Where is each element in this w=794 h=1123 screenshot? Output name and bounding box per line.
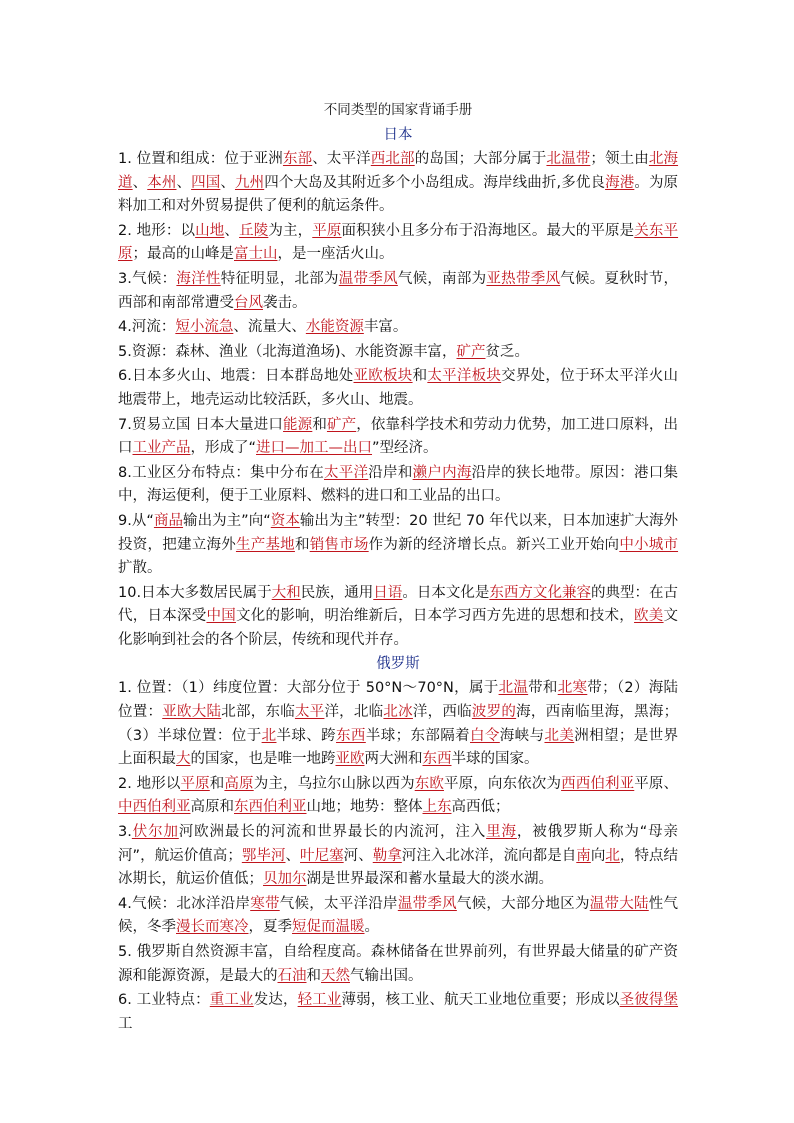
- text-run: 2. 地形以: [118, 775, 181, 792]
- text-run: 5.资源：森林、渔业（北海道渔场)、水能资源丰富，: [118, 343, 457, 360]
- keyword: 叶尼塞: [300, 847, 344, 864]
- text-run: 作为新的经济增长点。新兴工业开始向: [368, 536, 620, 553]
- keyword: 波罗的: [471, 704, 517, 721]
- text-run: 4.河流：: [118, 319, 176, 336]
- keyword: 四国: [191, 174, 221, 191]
- text-run: 、: [285, 847, 301, 864]
- keyword: 天然: [321, 967, 350, 984]
- text-run: 带和: [528, 680, 558, 697]
- keyword: 重工业: [209, 992, 254, 1009]
- keyword: 北海道: [118, 151, 679, 191]
- keyword: 西西伯利亚: [561, 775, 635, 792]
- keyword: 鄂毕河: [241, 847, 286, 864]
- text-run: 湖是世界最深和蓄水量最大的淡水湖。: [306, 871, 553, 888]
- text-run: ，形成了“: [190, 440, 257, 457]
- text-run: 半球、跨: [276, 727, 337, 744]
- keyword: 亚热带季风: [486, 270, 561, 287]
- paragraph: [118, 365, 678, 412]
- text-run: 为主，乌拉尔山脉以西为: [253, 775, 415, 792]
- text-run: ，特点结冰期长，航运价值低；: [118, 847, 679, 888]
- paragraph: [118, 677, 678, 771]
- text-run: 的岛国；大部分属于: [414, 151, 547, 167]
- keyword: 台风: [234, 294, 263, 311]
- text-run: ；最高的山峰是: [132, 246, 234, 263]
- keyword: 矿产: [456, 343, 486, 360]
- text-run: 沿岸的狭长地带。原因：港口集中，海运便利，便于工业原料、燃料的进口和工业品的出口。: [118, 464, 679, 505]
- paragraph: [118, 893, 678, 940]
- text-run: 河欧洲最长的河流和世界最长的内流河，注入: [178, 824, 487, 841]
- text-run: 向: [590, 847, 606, 864]
- text-run: 沿岸和: [368, 464, 413, 481]
- text-run: ，夏季: [248, 919, 292, 936]
- paragraph: [118, 773, 678, 820]
- keyword: 白令: [470, 727, 500, 744]
- keyword: 亚欧板块: [353, 368, 413, 385]
- text-run: ，是一座活火山。: [277, 246, 394, 263]
- text-run: 、: [224, 222, 240, 239]
- keyword: 短小流急: [175, 319, 234, 336]
- keyword: 东西方文化兼容: [489, 584, 591, 601]
- section-heading: 俄罗斯: [376, 656, 420, 673]
- keyword: 贝加尔: [263, 871, 307, 888]
- text-run: 和: [412, 368, 428, 385]
- keyword: 东部: [282, 151, 313, 167]
- keyword: 丘陵: [239, 222, 269, 239]
- text-run: 文化的影响，明治维新后，日本学习西方先进的思想和技术，: [235, 608, 635, 625]
- keyword: 轻工业: [297, 992, 342, 1009]
- keyword: 温带季风: [338, 270, 398, 287]
- keyword: 高原: [224, 775, 254, 792]
- keyword: 上东: [422, 799, 452, 816]
- keyword: 平原: [312, 222, 342, 239]
- text-run: 交界处，位于环太平洋火山地震带上，地壳运动比较活跃，多火山、地震。: [118, 368, 679, 408]
- text-run: 8.工业区分布特点：集中分布在: [118, 464, 324, 481]
- keyword: 欧美: [634, 608, 664, 625]
- text-run: 和: [209, 775, 225, 792]
- keyword: 温带季风: [397, 895, 457, 912]
- keyword: 东西: [336, 727, 366, 744]
- keyword: 石油: [277, 967, 307, 984]
- section-heading: 日本: [383, 127, 413, 143]
- paragraph: [118, 268, 678, 315]
- text-run: 的国家，也是唯一地跨: [190, 751, 336, 768]
- text-run: 工: [118, 1015, 133, 1032]
- text-run: 7.贸易立国 日本大量进口: [118, 416, 284, 433]
- text-run: 气候。夏秋时节，西部和南部常遭受: [118, 270, 679, 311]
- keyword: 太平洋板块: [427, 368, 502, 385]
- keyword: 濑户内海: [412, 464, 472, 481]
- text-run: 性气候，冬季: [118, 895, 679, 936]
- text-run: 、流量大、: [233, 319, 306, 336]
- text-run: 河注入北冰洋，流向都是自: [401, 847, 577, 864]
- keyword: 太平: [294, 704, 325, 721]
- keyword: 北温: [498, 680, 529, 697]
- text-run: 袭击。: [263, 294, 307, 311]
- document-title: 不同类型的国家背诵手册: [323, 102, 473, 118]
- keyword: 北: [261, 727, 277, 744]
- text-run: 2. 地形：以: [118, 222, 196, 239]
- text-run: 高西低；: [451, 799, 510, 816]
- text-run: 海峡与: [499, 727, 545, 744]
- keyword: 资本: [270, 512, 300, 529]
- keyword: 本州: [147, 174, 177, 191]
- paragraph: [118, 510, 678, 581]
- text-run: 洲相望；是世界上面积最: [118, 727, 679, 768]
- document-page: [118, 100, 678, 1037]
- keyword: 大和: [271, 584, 301, 601]
- paragraph: [118, 220, 678, 267]
- text-run: 气候，大部分地区为: [456, 895, 590, 912]
- keyword: 圣彼得堡: [619, 992, 679, 1009]
- text-run: 6. 工业特点：: [118, 992, 210, 1009]
- text-run: 平原、: [634, 775, 679, 792]
- paragraph: [118, 316, 678, 340]
- keyword: 关东平原: [118, 222, 679, 263]
- text-run: 高原和: [190, 799, 234, 816]
- text-run: 气候，南部为: [397, 270, 487, 287]
- text-run: 、: [132, 174, 148, 191]
- keyword: 勒拿: [372, 847, 402, 864]
- keyword: 工业产品: [132, 440, 191, 457]
- text-run: 半球的国家。: [451, 751, 539, 768]
- keyword: 北: [605, 847, 620, 864]
- document-body: [118, 124, 678, 1036]
- keyword: 寒带: [250, 895, 280, 912]
- keyword: 南: [576, 847, 591, 864]
- keyword: 温带大陆: [589, 895, 649, 912]
- text-run: 文化影响到社会的各个阶层，传统和现代并存。: [118, 608, 679, 648]
- keyword: 销售市场: [309, 536, 369, 553]
- text-run: 3.气候：: [118, 270, 177, 287]
- text-run: 。为原料加工和对外贸易提供了便利的航运条件。: [118, 174, 679, 215]
- text-run: 丰富。: [363, 319, 408, 336]
- paragraph: [118, 414, 678, 461]
- text-run: 1. 位置：（1）纬度位置：大部分位于 50°N～70°N，属于: [118, 680, 499, 697]
- keyword: 东欧: [414, 775, 444, 792]
- text-run: 。日本文化是: [402, 584, 490, 601]
- text-run: 海，西南临里海，黑海；（3）半球位置：位于: [118, 704, 679, 744]
- keyword: 东西伯利亚: [234, 799, 307, 816]
- text-run: 气输出国。: [350, 967, 423, 984]
- keyword: 漫长而寒冷: [176, 919, 249, 936]
- keyword: 日语: [373, 584, 403, 601]
- text-run: 、: [176, 174, 192, 191]
- text-run: 、太平洋: [312, 151, 371, 167]
- text-run: ，被俄罗斯人称为“母亲河”，航运价值高；: [118, 824, 679, 864]
- keyword: 北冰: [383, 704, 413, 721]
- text-run: 面积狭小且多分布于沿海地区。最大的平原是: [341, 222, 635, 239]
- text-run: 、: [220, 174, 235, 191]
- paragraph: [118, 582, 678, 653]
- paragraph: [118, 148, 678, 219]
- keyword: 东西: [422, 751, 452, 768]
- text-run: 。: [364, 919, 379, 936]
- paragraph: [118, 462, 678, 509]
- text-run: 为主，: [268, 222, 313, 239]
- text-run: 半球；东部隔着: [365, 727, 471, 744]
- text-run: 扩散。: [118, 560, 162, 577]
- keyword: 北温带: [546, 151, 591, 167]
- text-run: 平原，向东依次为: [443, 775, 562, 792]
- keyword: 中小城市: [619, 536, 679, 553]
- text-run: 和: [306, 967, 321, 984]
- keyword: 九州: [234, 174, 265, 191]
- paragraph: [118, 941, 678, 988]
- text-run: ，依靠科学技术和劳动力优势，加工进口原料，出口: [118, 416, 679, 457]
- text-run: 特征明显，北部为: [220, 270, 339, 287]
- keyword: 北寒: [557, 680, 588, 697]
- text-run: 发达，: [253, 992, 298, 1009]
- text-run: 北部，东临: [221, 704, 295, 721]
- text-run: 的典型：在古代，日本深受: [118, 584, 679, 625]
- text-run: ；领土由: [590, 151, 649, 167]
- text-run: 洋，西临: [412, 704, 472, 721]
- text-run: 5. 俄罗斯自然资源丰富，自给程度高。森林储备在世界前列，有世界最大储量的矿产资源和能源资源，是最大的: [118, 944, 678, 984]
- text-run: 1. 位置和组成：位于亚洲: [118, 151, 283, 167]
- text-run: 气候，太平洋沿岸: [279, 895, 398, 912]
- text-run: 两大洲和: [364, 751, 423, 768]
- keyword: 亚欧: [335, 751, 365, 768]
- text-run: 10.日本大多数居民属于: [118, 584, 272, 601]
- keyword: 进口—加工—出口: [256, 440, 373, 457]
- keyword: 北美: [544, 727, 575, 744]
- keyword: 山地: [195, 222, 225, 239]
- keyword: 矿产: [326, 416, 357, 433]
- text-run: 洋，北临: [324, 704, 384, 721]
- keyword: 海洋性: [176, 270, 221, 287]
- keyword: 水能资源: [305, 319, 364, 336]
- keyword: 大: [176, 751, 191, 768]
- paragraph: [118, 989, 678, 1036]
- paragraph: [118, 341, 678, 365]
- paragraph: [118, 821, 678, 892]
- text-run: 四个大岛及其附近多个小岛组成。海岸线曲折,多优良: [264, 174, 606, 191]
- text-run: ”型经济。: [372, 440, 438, 457]
- keyword: 中西伯利亚: [118, 799, 191, 816]
- text-run: 带；（2）海陆位置：: [118, 680, 679, 721]
- text-run: 山地；地势：整体: [306, 799, 423, 816]
- keyword: 太平洋: [324, 464, 369, 481]
- text-run: 4.气候：北冰洋沿岸: [118, 895, 251, 912]
- keyword: 海港: [605, 174, 635, 191]
- keyword: 里海: [486, 824, 517, 841]
- keyword: 商品: [153, 512, 184, 529]
- text-run: 民族，通用: [300, 584, 374, 601]
- text-run: 输出为主”向“: [183, 512, 271, 529]
- keyword: 短促而温暖: [292, 919, 365, 936]
- text-run: 3.: [118, 824, 132, 841]
- text-run: 9.从“: [118, 512, 154, 529]
- keyword: 富士山: [234, 246, 278, 263]
- text-run: 河、: [343, 847, 373, 864]
- keyword: 亚欧大陆: [162, 704, 222, 721]
- keyword: 平原: [180, 775, 210, 792]
- keyword: 中国: [206, 608, 236, 625]
- text-run: 6.日本多火山、地震：日本群岛地处: [118, 368, 354, 385]
- text-run: 输出为主”转型：20 世纪 70 年代以来，日本加速扩大海外投资，把建立海外: [118, 512, 678, 553]
- keyword: 生产基地: [235, 536, 295, 553]
- keyword: 伏尔加: [131, 824, 179, 841]
- text-run: 和: [312, 416, 327, 433]
- keyword: 能源: [283, 416, 313, 433]
- text-run: 和: [294, 536, 310, 553]
- text-run: 薄弱，核工业、航天工业地位重要；形成以: [341, 992, 620, 1009]
- text-run: 贫乏。: [485, 343, 529, 360]
- keyword: 西北部: [370, 151, 415, 167]
